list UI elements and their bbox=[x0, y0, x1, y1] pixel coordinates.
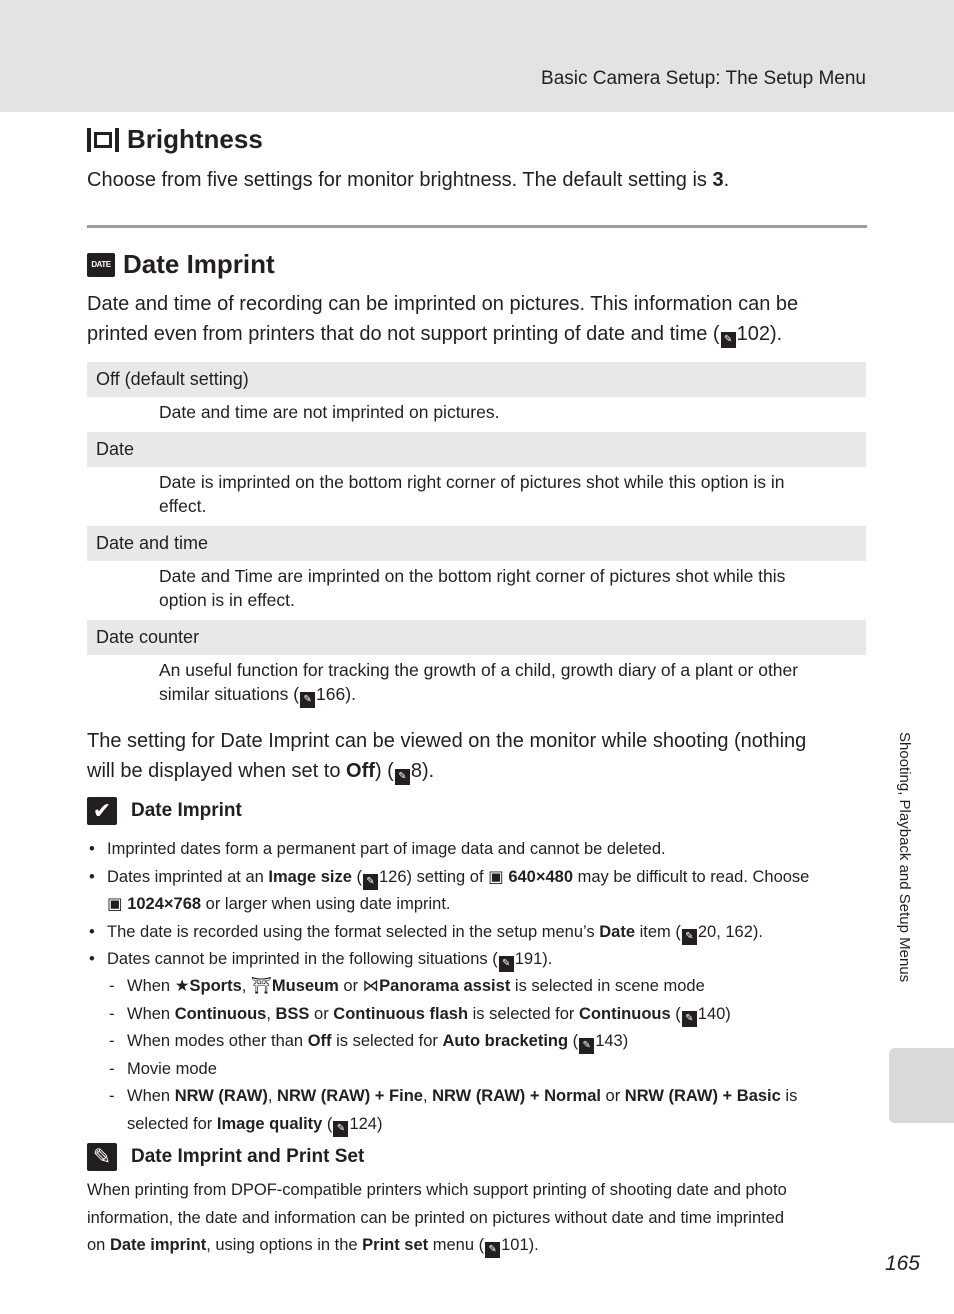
option-date-time-desc: Date and Time are imprinted on the bottom right corner of pictures shot while this option is in effect. bbox=[159, 566, 786, 610]
page-ref-icon: ✎ bbox=[579, 1038, 594, 1054]
date-imprint-intro: Date and time of recording can be imprinted on pictures. This information can be printed even from printers that do not support printing of date and time ( ✎ 102). bbox=[87, 289, 867, 349]
list-item: - When NRW (RAW), NRW (RAW) + Fine, NRW (RAW) + Normal or NRW (RAW) + Basic is selected for Image quality ( ✎ 124) bbox=[107, 1083, 867, 1138]
museum-icon: ⛩ bbox=[250, 977, 272, 995]
date-imprint-heading bbox=[87, 249, 275, 280]
list-item: • Dates cannot be imprinted in the following situations ( ✎ 191). bbox=[87, 946, 877, 974]
list-item: - When modes other than Off is selected for Auto bracketing ( ✎ 143) bbox=[107, 1028, 867, 1056]
check-icon: ✔ bbox=[87, 797, 117, 825]
pencil-icon: ✎ bbox=[87, 1143, 117, 1171]
note-print-set-heading: ✎ Date Imprint and Print Set bbox=[87, 1143, 364, 1171]
brightness-description: Choose from five settings for monitor brightness. The default setting is 3. bbox=[87, 169, 730, 191]
list-item: - When Continuous, BSS or Continuous flash is selected for Continuous ( ✎ 140) bbox=[107, 1001, 867, 1029]
image-size-icon: ▣ bbox=[488, 867, 509, 886]
list-item: • Dates imprinted at an Image size ( ✎ 126) setting of ▣ 640×480 may be difficult to read. Choose ▣ 1024×768 or larger when using date imprint. bbox=[87, 864, 877, 919]
sports-icon: ★ bbox=[174, 977, 190, 995]
panorama-icon: ⋈ bbox=[362, 977, 380, 995]
page-ref-icon: ✎ bbox=[682, 1011, 697, 1027]
page-ref-icon: ✎ bbox=[333, 1121, 348, 1137]
option-date-header: Date bbox=[87, 432, 866, 467]
page-ref-icon: ✎ bbox=[721, 332, 736, 348]
note-date-imprint-list bbox=[87, 836, 877, 974]
page-number: 165 bbox=[884, 1252, 920, 1275]
option-date-counter-header: Date counter bbox=[87, 620, 866, 655]
page-ref-icon: ✎ bbox=[499, 956, 514, 972]
header-band bbox=[0, 0, 954, 112]
date-imprint-title: Date Imprint bbox=[123, 249, 275, 279]
date-icon: DATE bbox=[87, 253, 115, 277]
image-size-icon: ▣ bbox=[107, 895, 128, 913]
side-tab bbox=[889, 1048, 954, 1123]
option-off-desc: Date and time are not imprinted on pictures. bbox=[159, 402, 500, 422]
option-off-header: Off (default setting) bbox=[87, 362, 866, 397]
option-date-counter-desc: An useful function for tracking the growth of a child, growth diary of a plant or other similar situations ( ✎ 166). bbox=[159, 658, 864, 708]
list-item: - Movie mode bbox=[107, 1056, 867, 1084]
option-date-time-header: Date and time bbox=[87, 526, 866, 561]
running-header: Basic Camera Setup: The Setup Menu bbox=[541, 68, 866, 89]
date-imprint-after-text: The setting for Date Imprint can be viewed on the monitor while shooting (nothing will be displayed when set to Off) ( ✎ 8). bbox=[87, 726, 867, 786]
list-item: • The date is recorded using the format selected in the setup menu’s Date item ( ✎ 20, 162). bbox=[87, 919, 877, 947]
note-print-set-body: When printing from DPOF-compatible printers which support printing of shooting date and photo information, the date and information can be printed on pictures without date and time imprinted on Date imprint, using options in the Print set menu ( ✎ 101). bbox=[87, 1177, 877, 1260]
page-ref-icon: ✎ bbox=[363, 874, 378, 890]
page-ref-icon: ✎ bbox=[395, 769, 410, 785]
brightness-heading bbox=[87, 124, 263, 155]
note-date-imprint-heading: ✔ Date Imprint bbox=[87, 797, 242, 825]
side-section-label: Shooting, Playback and Setup Menus bbox=[896, 732, 913, 983]
option-date-desc: Date is imprinted on the bottom right corner of pictures shot while this option is in effect. bbox=[159, 472, 785, 516]
list-item: • Imprinted dates form a permanent part of image data and cannot be deleted. bbox=[87, 836, 877, 864]
section-divider bbox=[87, 225, 867, 228]
page-ref-icon: ✎ bbox=[682, 929, 697, 945]
list-item: - When ★Sports, ⛩Museum or ⋈Panorama assist is selected in scene mode bbox=[107, 973, 867, 1001]
brightness-title: Brightness bbox=[127, 124, 263, 154]
page-ref-icon: ✎ bbox=[485, 1242, 500, 1258]
brightness-icon bbox=[87, 128, 119, 152]
page-ref-icon: ✎ bbox=[300, 692, 315, 708]
situations-list bbox=[107, 973, 867, 1138]
